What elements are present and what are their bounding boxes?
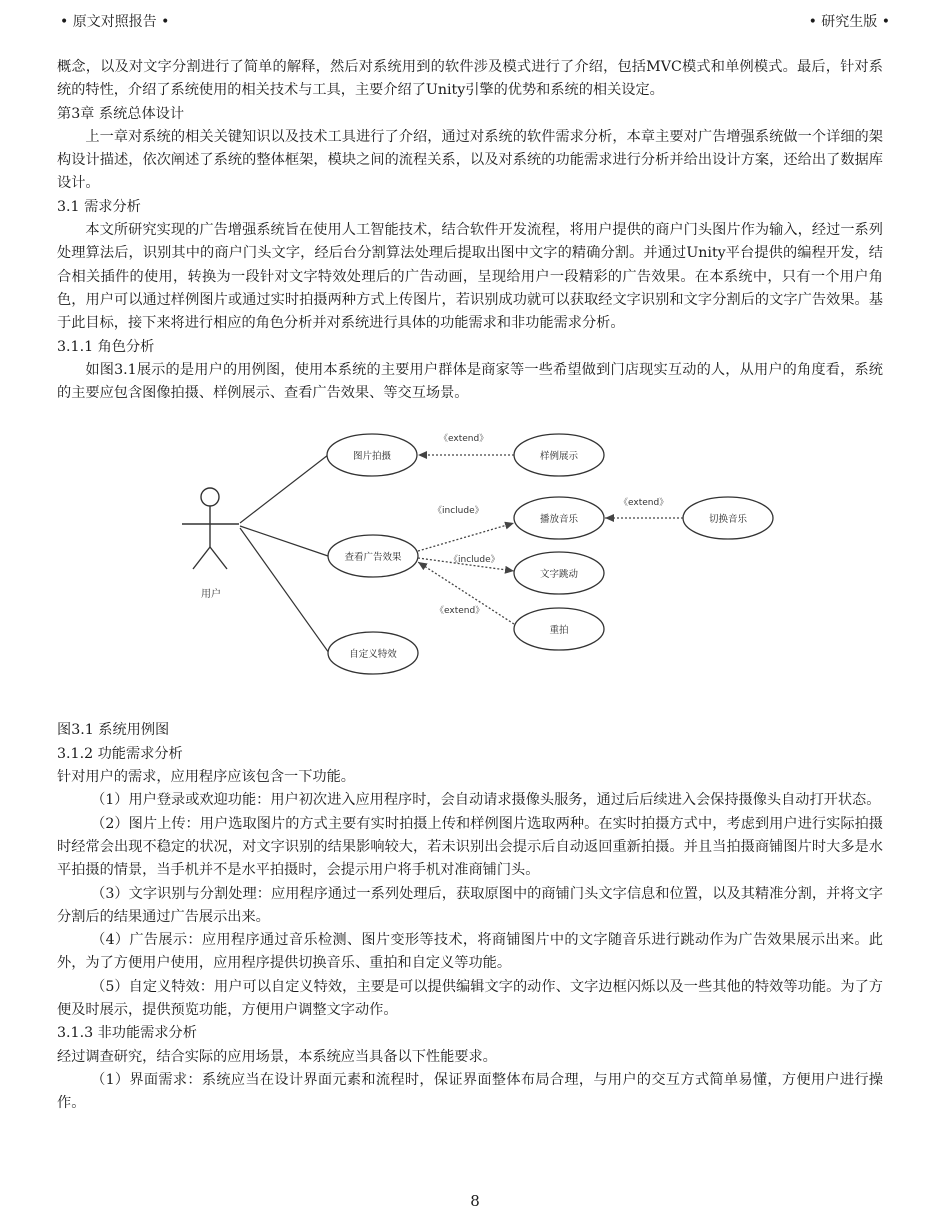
extend-label-retake: 《extend》 bbox=[435, 606, 485, 617]
uc-retake-label: 重拍 bbox=[549, 625, 569, 637]
paragraph-3-1-1: 如图3.1展示的是用户的用例图，使用本系统的主要用户群体是商家等一些希望做到门店现实互动的人，从用户的角度看，系统的主要应包含图像拍摄、样例展示、查看广告效果、等交互场景。 bbox=[57, 361, 883, 402]
header-right: • 研究生版 • bbox=[808, 14, 890, 30]
paragraph-3-1: 本文所研究实现的广告增强系统旨在使用人工智能技术，结合软件开发流程，将用户提供的商户门头图片作为输入，经过一系列处理算法后，识别其中的商户门头文字，经后台分割算法处理后提取出图中文字的精确分割。并通过Unity平台提供的编程开发，结合相关插件的使用，转换为一段针对文字特效处理后的广告动画，呈现给用户一段精彩的广告效果。在本系统中，只有一个用户角色，用户可以通过样例图片或通过实时拍摄两种方式上传图片，若识别成功就可以获取经文字识别和文字分割后的文字广告效果。基于此目标，接下来将进行相应的角色分析并对系统进行具体的功能需求和非功能需求分析。 bbox=[57, 222, 883, 332]
uc-view-label: 查看广告效果 bbox=[344, 552, 402, 564]
paragraph-3-1-3: 经过调查研究，结合实际的应用场景，本系统应当具备以下性能要求。 bbox=[57, 1048, 497, 1065]
section-heading-3-1-3: 3.1.3 非功能需求分析 bbox=[57, 1025, 197, 1042]
section-heading-3-1-2: 3.1.2 功能需求分析 bbox=[57, 745, 183, 762]
include-label-music: 《include》 bbox=[433, 506, 484, 517]
list-item-2: （2）图片上传：用户选取图片的方式主要有实时拍摄上传和样例图片选取两种。在实时拍摄方式中，考虑到用户进行实际拍摄时经常会出现不稳定的状况，对文字识别的结果影响较大，若未识别出会提示后自动返回重新拍摄。并且当拍摄商铺图片时大多是水平拍摄的情景，当手机并不是水平拍摄时，会提示用户将手机对准商铺门头。 bbox=[57, 815, 883, 879]
page-content bbox=[57, 56, 883, 1116]
page-header bbox=[60, 11, 890, 31]
section-heading-3-1-1: 3.1.1 角色分析 bbox=[57, 338, 155, 355]
list-item-nf-1: （1）界面需求：系统应当在设计界面元素和流程时，保证界面整体布局合理，与用户的交互方式简单易懂，方便用户进行操作。 bbox=[57, 1071, 883, 1112]
dependency-arrows bbox=[418, 455, 683, 624]
uc-custom-label: 自定义特效 bbox=[349, 649, 397, 661]
list-item-3: （3）文字识别与分割处理：应用程序通过一系列处理后，获取原图中的商铺门头文字信息和位置，以及其精准分割，并将文字分割后的结果通过广告展示出来。 bbox=[57, 885, 883, 925]
page-number: 8 bbox=[470, 1192, 480, 1210]
paragraph-chapter-intro: 上一章对系统的相关关键知识以及技术工具进行了介绍，通过对系统的软件需求分析，本章主要对广告增强系统做一个详细的架构设计描述，依次阐述了系统的整体框架，模块之间的流程关系，以及对系统的功能需求进行分析并给出设计方案，还给出了数据库设计。 bbox=[57, 128, 883, 192]
paragraph-3-1-2: 针对用户的需求，应用程序应该包含一下功能。 bbox=[57, 769, 355, 786]
use-case-diagram bbox=[57, 421, 883, 719]
list-item-4: （4）广告展示：应用程序通过音乐检测、图片变形等技术，将商铺图片中的文字随音乐进行跳动作为广告效果展示出来。此外，为了方便用户使用，应用程序提供切换音乐、重拍和自定义等功能。 bbox=[57, 932, 883, 972]
list-item-5: （5）自定义特效：用户可以自定义特效，主要是可以提供编辑文字的动作、文字边框闪烁以及一些其他的特效等功能。为了方便及时展示，提供预览功能，方便用户调整文字动作。 bbox=[57, 978, 883, 1019]
chapter-title: 第3章 系统总体设计 bbox=[57, 105, 185, 122]
extend-label-switch: 《extend》 bbox=[619, 498, 669, 509]
actor-label: 用户 bbox=[201, 589, 221, 601]
extend-label-sample: 《extend》 bbox=[439, 434, 489, 445]
uc-switch-label: 切换音乐 bbox=[708, 514, 748, 526]
uc-photo-label: 图片拍摄 bbox=[352, 451, 392, 463]
uc-jump-label: 文字跳动 bbox=[539, 569, 579, 581]
actor-figure bbox=[182, 488, 239, 569]
figure-caption: 图3.1 系统用例图 bbox=[57, 722, 170, 739]
list-item-1: （1）用户登录或欢迎功能：用户初次进入应用程序时，会自动请求摄像头服务，通过后后续进入会保持摄像头自动打开状态。 bbox=[91, 792, 881, 809]
uc-music-label: 播放音乐 bbox=[539, 514, 579, 526]
paragraph-intro: 概念，以及对文字分割进行了简单的解释，然后对系统用到的软件涉及模式进行了介绍，包括MVC模式和单例模式。最后，针对系统的特性，介绍了系统使用的相关技术与工具，主要介绍了Unity引擎的优势和系统的相关设定。 bbox=[57, 59, 883, 99]
association-lines bbox=[240, 455, 329, 653]
include-label-jump: 《include》 bbox=[449, 555, 500, 566]
uc-sample-label: 样例展示 bbox=[539, 451, 579, 463]
header-left: • 原文对照报告 • bbox=[60, 14, 170, 30]
section-heading-3-1: 3.1 需求分析 bbox=[57, 198, 141, 215]
